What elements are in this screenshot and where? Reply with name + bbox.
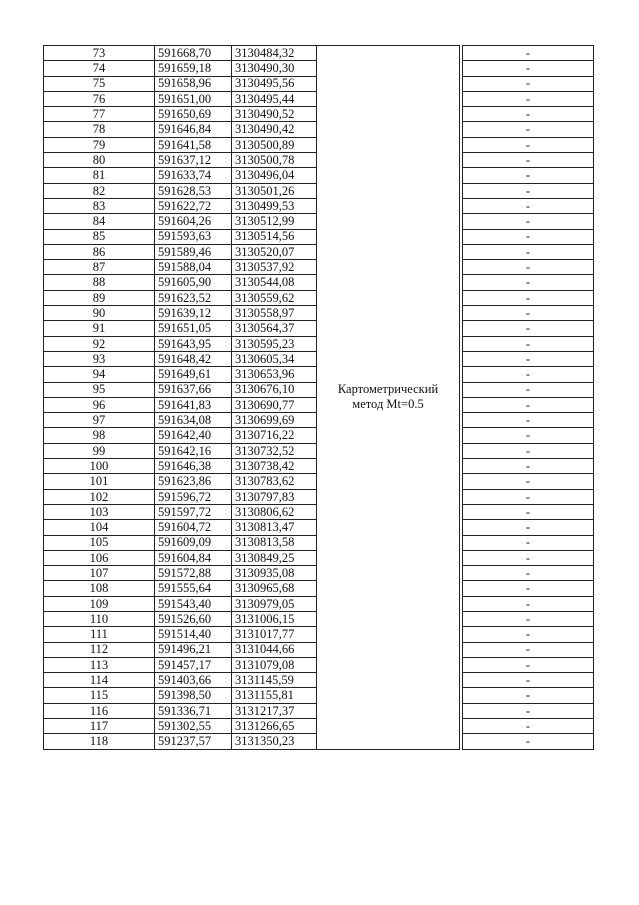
- x-coordinate-cell: 591623,86: [155, 474, 232, 489]
- dash-cell: -: [463, 596, 594, 611]
- dash-cell: -: [463, 489, 594, 504]
- x-coordinate-cell: 591637,66: [155, 382, 232, 397]
- dash-cell: -: [463, 520, 594, 535]
- point-number-cell: 106: [44, 550, 155, 565]
- point-number-cell: 101: [44, 474, 155, 489]
- dash-cell: -: [463, 244, 594, 259]
- dash-cell: -: [463, 198, 594, 213]
- method-cell: [317, 46, 460, 750]
- x-coordinate-cell: 591634,08: [155, 413, 232, 428]
- dash-cell: -: [463, 688, 594, 703]
- x-coordinate-cell: 591597,72: [155, 504, 232, 519]
- dash-cell: -: [463, 107, 594, 122]
- point-number-cell: 112: [44, 642, 155, 657]
- x-coordinate-cell: 591668,70: [155, 46, 232, 61]
- x-coordinate-cell: 591555,64: [155, 581, 232, 596]
- y-coordinate-cell: 3131017,77: [232, 627, 317, 642]
- y-coordinate-cell: 3130979,05: [232, 596, 317, 611]
- y-coordinate-cell: 3130501,26: [232, 183, 317, 198]
- dash-cell: -: [463, 137, 594, 152]
- y-coordinate-cell: 3130495,56: [232, 76, 317, 91]
- y-coordinate-cell: 3131155,81: [232, 688, 317, 703]
- x-coordinate-cell: 591637,12: [155, 153, 232, 168]
- y-coordinate-cell: 3130499,53: [232, 198, 317, 213]
- point-number-cell: 108: [44, 581, 155, 596]
- point-number-cell: 96: [44, 397, 155, 412]
- point-number-cell: 87: [44, 260, 155, 275]
- point-number-cell: 97: [44, 413, 155, 428]
- x-coordinate-cell: 591639,12: [155, 306, 232, 321]
- x-coordinate-cell: 591641,58: [155, 137, 232, 152]
- dash-cell: -: [463, 397, 594, 412]
- point-number-cell: 98: [44, 428, 155, 443]
- x-coordinate-cell: 591643,95: [155, 336, 232, 351]
- x-coordinate-cell: 591641,83: [155, 397, 232, 412]
- point-number-cell: 115: [44, 688, 155, 703]
- dash-cell: -: [463, 535, 594, 550]
- dash-cell: -: [463, 611, 594, 626]
- dash-cell: -: [463, 657, 594, 672]
- y-coordinate-cell: 3130495,44: [232, 91, 317, 106]
- dash-cell: -: [463, 336, 594, 351]
- y-coordinate-cell: 3130484,32: [232, 46, 317, 61]
- dash-cell: -: [463, 91, 594, 106]
- coordinates-table: [43, 45, 594, 750]
- y-coordinate-cell: 3130490,30: [232, 61, 317, 76]
- dash-cell: -: [463, 642, 594, 657]
- method-text-line: метод Mt=0.5: [352, 397, 424, 412]
- point-number-cell: 75: [44, 76, 155, 91]
- dash-cell: -: [463, 321, 594, 336]
- x-coordinate-cell: 591650,69: [155, 107, 232, 122]
- x-coordinate-cell: 591659,18: [155, 61, 232, 76]
- x-coordinate-cell: 591543,40: [155, 596, 232, 611]
- coordinates-table-body: [44, 46, 594, 750]
- y-coordinate-cell: 3131044,66: [232, 642, 317, 657]
- dash-cell: -: [463, 413, 594, 428]
- dash-cell: -: [463, 703, 594, 718]
- x-coordinate-cell: 591336,71: [155, 703, 232, 718]
- dash-cell: -: [463, 428, 594, 443]
- point-number-cell: 84: [44, 214, 155, 229]
- dash-cell: -: [463, 382, 594, 397]
- y-coordinate-cell: 3130849,25: [232, 550, 317, 565]
- dash-cell: -: [463, 734, 594, 749]
- point-number-cell: 74: [44, 61, 155, 76]
- x-coordinate-cell: 591588,04: [155, 260, 232, 275]
- x-coordinate-cell: 591457,17: [155, 657, 232, 672]
- dash-cell: -: [463, 351, 594, 366]
- dash-cell: -: [463, 443, 594, 458]
- dash-cell: -: [463, 627, 594, 642]
- table-row: [44, 46, 594, 61]
- x-coordinate-cell: 591646,38: [155, 459, 232, 474]
- y-coordinate-cell: 3131079,08: [232, 657, 317, 672]
- y-coordinate-cell: 3130797,83: [232, 489, 317, 504]
- dash-cell: -: [463, 183, 594, 198]
- y-coordinate-cell: 3130559,62: [232, 290, 317, 305]
- x-coordinate-cell: 591642,16: [155, 443, 232, 458]
- x-coordinate-cell: 591646,84: [155, 122, 232, 137]
- x-coordinate-cell: 591649,61: [155, 367, 232, 382]
- point-number-cell: 79: [44, 137, 155, 152]
- point-number-cell: 113: [44, 657, 155, 672]
- dash-cell: -: [463, 214, 594, 229]
- dash-cell: -: [463, 260, 594, 275]
- dash-cell: -: [463, 581, 594, 596]
- point-number-cell: 100: [44, 459, 155, 474]
- dash-cell: -: [463, 168, 594, 183]
- x-coordinate-cell: 591651,05: [155, 321, 232, 336]
- point-number-cell: 103: [44, 504, 155, 519]
- dash-cell: -: [463, 673, 594, 688]
- dash-cell: -: [463, 550, 594, 565]
- y-coordinate-cell: 3130813,47: [232, 520, 317, 535]
- x-coordinate-cell: 591622,72: [155, 198, 232, 213]
- dash-cell: -: [463, 76, 594, 91]
- point-number-cell: 93: [44, 351, 155, 366]
- point-number-cell: 85: [44, 229, 155, 244]
- y-coordinate-cell: 3130716,22: [232, 428, 317, 443]
- y-coordinate-cell: 3130490,42: [232, 122, 317, 137]
- x-coordinate-cell: 591589,46: [155, 244, 232, 259]
- x-coordinate-cell: 591628,53: [155, 183, 232, 198]
- y-coordinate-cell: 3130676,10: [232, 382, 317, 397]
- x-coordinate-cell: 591609,09: [155, 535, 232, 550]
- y-coordinate-cell: 3130965,68: [232, 581, 317, 596]
- x-coordinate-cell: 591302,55: [155, 719, 232, 734]
- dash-cell: -: [463, 474, 594, 489]
- point-number-cell: 107: [44, 566, 155, 581]
- dash-cell: -: [463, 306, 594, 321]
- y-coordinate-cell: 3131006,15: [232, 611, 317, 626]
- point-number-cell: 105: [44, 535, 155, 550]
- x-coordinate-cell: 591496,21: [155, 642, 232, 657]
- point-number-cell: 88: [44, 275, 155, 290]
- point-number-cell: 73: [44, 46, 155, 61]
- x-coordinate-cell: 591526,60: [155, 611, 232, 626]
- y-coordinate-cell: 3130500,89: [232, 137, 317, 152]
- y-coordinate-cell: 3130653,96: [232, 367, 317, 382]
- dash-cell: -: [463, 566, 594, 581]
- y-coordinate-cell: 3130496,04: [232, 168, 317, 183]
- y-coordinate-cell: 3131350,23: [232, 734, 317, 749]
- point-number-cell: 110: [44, 611, 155, 626]
- y-coordinate-cell: 3130738,42: [232, 459, 317, 474]
- x-coordinate-cell: 591604,84: [155, 550, 232, 565]
- y-coordinate-cell: 3130813,58: [232, 535, 317, 550]
- point-number-cell: 89: [44, 290, 155, 305]
- x-coordinate-cell: 591648,42: [155, 351, 232, 366]
- point-number-cell: 86: [44, 244, 155, 259]
- point-number-cell: 82: [44, 183, 155, 198]
- point-number-cell: 91: [44, 321, 155, 336]
- y-coordinate-cell: 3131217,37: [232, 703, 317, 718]
- y-coordinate-cell: 3130690,77: [232, 397, 317, 412]
- point-number-cell: 94: [44, 367, 155, 382]
- method-text-line: Картометрический: [337, 381, 439, 396]
- point-number-cell: 111: [44, 627, 155, 642]
- dash-cell: -: [463, 719, 594, 734]
- dash-cell: -: [463, 367, 594, 382]
- point-number-cell: 81: [44, 168, 155, 183]
- x-coordinate-cell: 591658,96: [155, 76, 232, 91]
- dash-cell: -: [463, 504, 594, 519]
- y-coordinate-cell: 3130605,34: [232, 351, 317, 366]
- point-number-cell: 117: [44, 719, 155, 734]
- x-coordinate-cell: 591604,72: [155, 520, 232, 535]
- y-coordinate-cell: 3130699,69: [232, 413, 317, 428]
- dash-cell: -: [463, 275, 594, 290]
- point-number-cell: 92: [44, 336, 155, 351]
- point-number-cell: 90: [44, 306, 155, 321]
- point-number-cell: 83: [44, 198, 155, 213]
- y-coordinate-cell: 3130512,99: [232, 214, 317, 229]
- y-coordinate-cell: 3130732,52: [232, 443, 317, 458]
- y-coordinate-cell: 3130595,23: [232, 336, 317, 351]
- x-coordinate-cell: 591604,26: [155, 214, 232, 229]
- y-coordinate-cell: 3130490,52: [232, 107, 317, 122]
- x-coordinate-cell: 591593,63: [155, 229, 232, 244]
- x-coordinate-cell: 591633,74: [155, 168, 232, 183]
- dash-cell: -: [463, 46, 594, 61]
- y-coordinate-cell: 3131145,59: [232, 673, 317, 688]
- point-number-cell: 76: [44, 91, 155, 106]
- y-coordinate-cell: 3130500,78: [232, 153, 317, 168]
- dash-cell: -: [463, 229, 594, 244]
- point-number-cell: 116: [44, 703, 155, 718]
- point-number-cell: 80: [44, 153, 155, 168]
- point-number-cell: 77: [44, 107, 155, 122]
- x-coordinate-cell: 591605,90: [155, 275, 232, 290]
- y-coordinate-cell: 3130537,92: [232, 260, 317, 275]
- point-number-cell: 102: [44, 489, 155, 504]
- dash-cell: -: [463, 459, 594, 474]
- y-coordinate-cell: 3130514,56: [232, 229, 317, 244]
- point-number-cell: 114: [44, 673, 155, 688]
- y-coordinate-cell: 3130783,62: [232, 474, 317, 489]
- point-number-cell: 104: [44, 520, 155, 535]
- y-coordinate-cell: 3130520,07: [232, 244, 317, 259]
- y-coordinate-cell: 3130544,08: [232, 275, 317, 290]
- y-coordinate-cell: 3130935,08: [232, 566, 317, 581]
- y-coordinate-cell: 3130806,62: [232, 504, 317, 519]
- point-number-cell: 109: [44, 596, 155, 611]
- x-coordinate-cell: 591642,40: [155, 428, 232, 443]
- x-coordinate-cell: 591651,00: [155, 91, 232, 106]
- x-coordinate-cell: 591572,88: [155, 566, 232, 581]
- point-number-cell: 118: [44, 734, 155, 749]
- dash-cell: -: [463, 290, 594, 305]
- dash-cell: -: [463, 61, 594, 76]
- y-coordinate-cell: 3130558,97: [232, 306, 317, 321]
- x-coordinate-cell: 591398,50: [155, 688, 232, 703]
- x-coordinate-cell: 591623,52: [155, 290, 232, 305]
- dash-cell: -: [463, 153, 594, 168]
- x-coordinate-cell: 591596,72: [155, 489, 232, 504]
- x-coordinate-cell: 591514,40: [155, 627, 232, 642]
- x-coordinate-cell: 591403,66: [155, 673, 232, 688]
- x-coordinate-cell: 591237,57: [155, 734, 232, 749]
- y-coordinate-cell: 3131266,65: [232, 719, 317, 734]
- y-coordinate-cell: 3130564,37: [232, 321, 317, 336]
- point-number-cell: 99: [44, 443, 155, 458]
- dash-cell: -: [463, 122, 594, 137]
- point-number-cell: 95: [44, 382, 155, 397]
- point-number-cell: 78: [44, 122, 155, 137]
